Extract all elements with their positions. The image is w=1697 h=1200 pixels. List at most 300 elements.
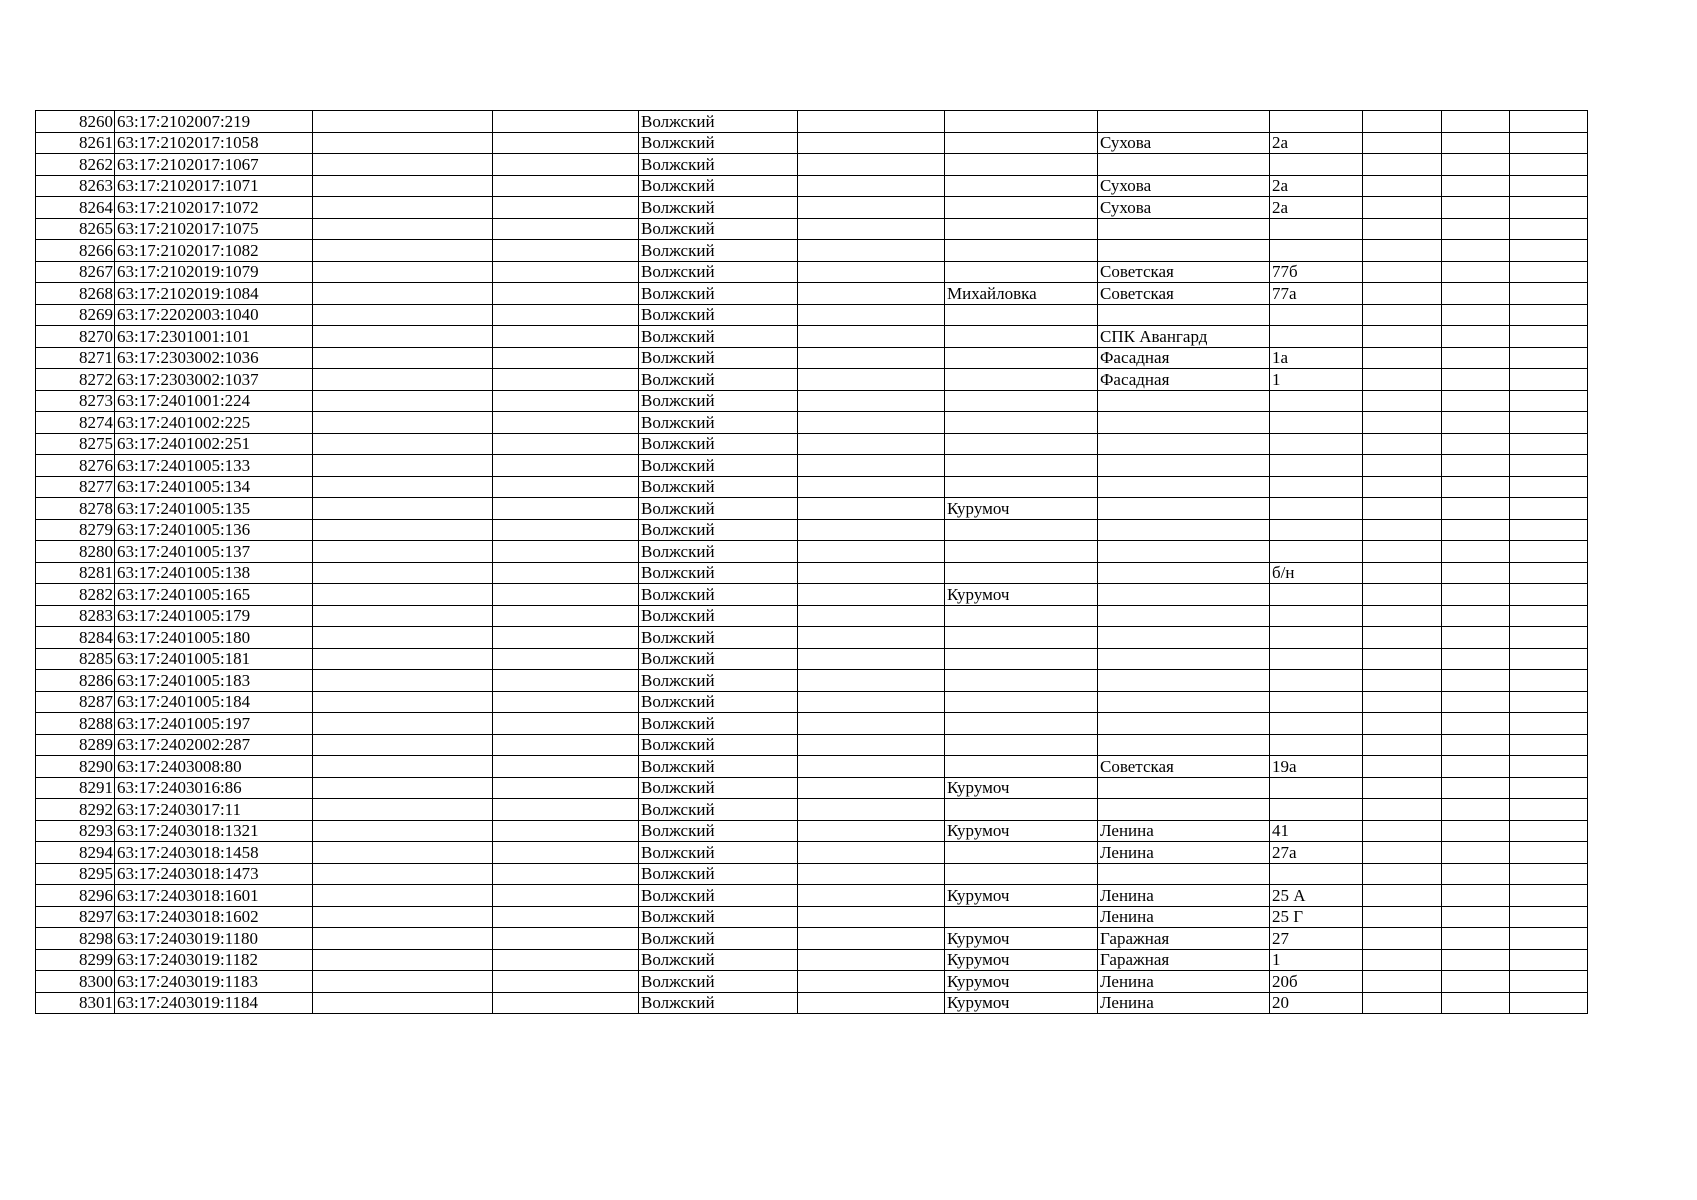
empty-cell-12 <box>1510 777 1588 799</box>
table-row <box>36 799 1588 821</box>
district-cell: Волжский <box>639 885 798 907</box>
empty-cell-6 <box>798 261 945 283</box>
empty-cell-4 <box>493 906 639 928</box>
empty-cell-6 <box>798 562 945 584</box>
empty-cell-12 <box>1510 175 1588 197</box>
empty-cell-10 <box>1363 218 1442 240</box>
street-cell <box>1098 304 1270 326</box>
locality-cell <box>945 648 1098 670</box>
empty-cell-11 <box>1442 885 1510 907</box>
row-number-cell: 8294 <box>36 842 115 864</box>
district-cell: Волжский <box>639 197 798 219</box>
table-row <box>36 261 1588 283</box>
table-row <box>36 412 1588 434</box>
row-number-cell: 8262 <box>36 154 115 176</box>
district-cell: Волжский <box>639 154 798 176</box>
table-row <box>36 992 1588 1014</box>
empty-cell-10 <box>1363 756 1442 778</box>
district-cell: Волжский <box>639 498 798 520</box>
empty-cell-10 <box>1363 648 1442 670</box>
locality-cell <box>945 347 1098 369</box>
empty-cell-4 <box>493 197 639 219</box>
empty-cell-3 <box>313 433 493 455</box>
table-row <box>36 885 1588 907</box>
row-number-cell: 8285 <box>36 648 115 670</box>
empty-cell-6 <box>798 863 945 885</box>
locality-cell <box>945 197 1098 219</box>
empty-cell-10 <box>1363 734 1442 756</box>
cadastral-number-cell: 63:17:2401005:183 <box>115 670 313 692</box>
street-cell <box>1098 863 1270 885</box>
empty-cell-3 <box>313 541 493 563</box>
cadastral-number-cell: 63:17:2403017:11 <box>115 799 313 821</box>
street-cell: Ленина <box>1098 906 1270 928</box>
locality-cell: Курумоч <box>945 971 1098 993</box>
empty-cell-3 <box>313 777 493 799</box>
house-number-cell: 27а <box>1270 842 1363 864</box>
empty-cell-4 <box>493 498 639 520</box>
empty-cell-10 <box>1363 584 1442 606</box>
empty-cell-12 <box>1510 433 1588 455</box>
empty-cell-10 <box>1363 390 1442 412</box>
empty-cell-12 <box>1510 132 1588 154</box>
cadastral-number-cell: 63:17:2401005:136 <box>115 519 313 541</box>
empty-cell-3 <box>313 347 493 369</box>
house-number-cell: 20 <box>1270 992 1363 1014</box>
row-number-cell: 8273 <box>36 390 115 412</box>
empty-cell-10 <box>1363 326 1442 348</box>
locality-cell <box>945 261 1098 283</box>
empty-cell-3 <box>313 670 493 692</box>
street-cell: Советская <box>1098 261 1270 283</box>
empty-cell-12 <box>1510 390 1588 412</box>
empty-cell-4 <box>493 326 639 348</box>
house-number-cell <box>1270 218 1363 240</box>
table-row <box>36 820 1588 842</box>
district-cell: Волжский <box>639 218 798 240</box>
cadastral-number-cell: 63:17:2301001:101 <box>115 326 313 348</box>
row-number-cell: 8274 <box>36 412 115 434</box>
empty-cell-12 <box>1510 498 1588 520</box>
empty-cell-4 <box>493 971 639 993</box>
cadastral-number-cell: 63:17:2401002:225 <box>115 412 313 434</box>
row-number-cell: 8269 <box>36 304 115 326</box>
empty-cell-6 <box>798 498 945 520</box>
street-cell <box>1098 433 1270 455</box>
district-cell: Волжский <box>639 992 798 1014</box>
row-number-cell: 8272 <box>36 369 115 391</box>
cadastral-number-cell: 63:17:2403016:86 <box>115 777 313 799</box>
cadastral-number-cell: 63:17:2403018:1602 <box>115 906 313 928</box>
empty-cell-11 <box>1442 240 1510 262</box>
house-number-cell: 1 <box>1270 369 1363 391</box>
locality-cell <box>945 734 1098 756</box>
row-number-cell: 8266 <box>36 240 115 262</box>
empty-cell-6 <box>798 132 945 154</box>
house-number-cell: 19а <box>1270 756 1363 778</box>
empty-cell-10 <box>1363 605 1442 627</box>
empty-cell-4 <box>493 863 639 885</box>
empty-cell-10 <box>1363 283 1442 305</box>
empty-cell-11 <box>1442 777 1510 799</box>
district-cell: Волжский <box>639 240 798 262</box>
empty-cell-11 <box>1442 842 1510 864</box>
district-cell: Волжский <box>639 261 798 283</box>
table-row <box>36 197 1588 219</box>
cadastral-number-cell: 63:17:2401005:135 <box>115 498 313 520</box>
empty-cell-10 <box>1363 863 1442 885</box>
locality-cell <box>945 799 1098 821</box>
row-number-cell: 8293 <box>36 820 115 842</box>
empty-cell-4 <box>493 154 639 176</box>
cadastral-number-cell: 63:17:2401005:134 <box>115 476 313 498</box>
empty-cell-11 <box>1442 734 1510 756</box>
table-body <box>36 111 1588 1014</box>
table-row <box>36 691 1588 713</box>
empty-cell-11 <box>1442 949 1510 971</box>
table-row <box>36 154 1588 176</box>
empty-cell-10 <box>1363 562 1442 584</box>
cadastral-number-cell: 63:17:2202003:1040 <box>115 304 313 326</box>
district-cell: Волжский <box>639 691 798 713</box>
locality-cell <box>945 369 1098 391</box>
street-cell <box>1098 498 1270 520</box>
table-row <box>36 971 1588 993</box>
street-cell <box>1098 541 1270 563</box>
cadastral-number-cell: 63:17:2401005:165 <box>115 584 313 606</box>
district-cell: Волжский <box>639 949 798 971</box>
locality-cell <box>945 756 1098 778</box>
table-row <box>36 455 1588 477</box>
district-cell: Волжский <box>639 584 798 606</box>
empty-cell-11 <box>1442 799 1510 821</box>
empty-cell-11 <box>1442 605 1510 627</box>
house-number-cell: 25 А <box>1270 885 1363 907</box>
row-number-cell: 8301 <box>36 992 115 1014</box>
empty-cell-3 <box>313 412 493 434</box>
empty-cell-12 <box>1510 584 1588 606</box>
street-cell <box>1098 240 1270 262</box>
row-number-cell: 8295 <box>36 863 115 885</box>
cadastral-number-cell: 63:17:2403018:1458 <box>115 842 313 864</box>
row-number-cell: 8283 <box>36 605 115 627</box>
empty-cell-6 <box>798 971 945 993</box>
row-number-cell: 8276 <box>36 455 115 477</box>
cadastral-number-cell: 63:17:2401005:179 <box>115 605 313 627</box>
empty-cell-10 <box>1363 154 1442 176</box>
locality-cell <box>945 132 1098 154</box>
cadastral-number-cell: 63:17:2403019:1184 <box>115 992 313 1014</box>
empty-cell-3 <box>313 455 493 477</box>
empty-cell-11 <box>1442 218 1510 240</box>
empty-cell-3 <box>313 734 493 756</box>
street-cell: Гаражная <box>1098 949 1270 971</box>
locality-cell <box>945 433 1098 455</box>
empty-cell-11 <box>1442 713 1510 735</box>
empty-cell-3 <box>313 906 493 928</box>
locality-cell: Курумоч <box>945 928 1098 950</box>
table-row <box>36 369 1588 391</box>
row-number-cell: 8284 <box>36 627 115 649</box>
cadastral-number-cell: 63:17:2403008:80 <box>115 756 313 778</box>
district-cell: Волжский <box>639 713 798 735</box>
empty-cell-12 <box>1510 820 1588 842</box>
empty-cell-6 <box>798 949 945 971</box>
row-number-cell: 8287 <box>36 691 115 713</box>
empty-cell-6 <box>798 777 945 799</box>
house-number-cell: 20б <box>1270 971 1363 993</box>
empty-cell-12 <box>1510 326 1588 348</box>
row-number-cell: 8267 <box>36 261 115 283</box>
district-cell: Волжский <box>639 605 798 627</box>
row-number-cell: 8281 <box>36 562 115 584</box>
empty-cell-6 <box>798 283 945 305</box>
table-row <box>36 756 1588 778</box>
empty-cell-3 <box>313 218 493 240</box>
empty-cell-11 <box>1442 304 1510 326</box>
district-cell: Волжский <box>639 971 798 993</box>
empty-cell-6 <box>798 476 945 498</box>
empty-cell-3 <box>313 261 493 283</box>
empty-cell-3 <box>313 283 493 305</box>
empty-cell-11 <box>1442 992 1510 1014</box>
street-cell: Ленина <box>1098 885 1270 907</box>
empty-cell-10 <box>1363 627 1442 649</box>
empty-cell-12 <box>1510 347 1588 369</box>
locality-cell: Курумоч <box>945 498 1098 520</box>
street-cell: Сухова <box>1098 175 1270 197</box>
empty-cell-10 <box>1363 132 1442 154</box>
empty-cell-11 <box>1442 390 1510 412</box>
empty-cell-6 <box>798 992 945 1014</box>
empty-cell-4 <box>493 799 639 821</box>
empty-cell-12 <box>1510 605 1588 627</box>
empty-cell-4 <box>493 670 639 692</box>
empty-cell-6 <box>798 734 945 756</box>
empty-cell-12 <box>1510 863 1588 885</box>
cadastral-number-cell: 63:17:2401005:180 <box>115 627 313 649</box>
empty-cell-12 <box>1510 992 1588 1014</box>
district-cell: Волжский <box>639 562 798 584</box>
row-number-cell: 8261 <box>36 132 115 154</box>
house-number-cell: 2а <box>1270 197 1363 219</box>
empty-cell-10 <box>1363 541 1442 563</box>
empty-cell-11 <box>1442 326 1510 348</box>
house-number-cell <box>1270 326 1363 348</box>
empty-cell-12 <box>1510 928 1588 950</box>
empty-cell-3 <box>313 992 493 1014</box>
locality-cell <box>945 476 1098 498</box>
empty-cell-3 <box>313 949 493 971</box>
empty-cell-11 <box>1442 261 1510 283</box>
locality-cell <box>945 541 1098 563</box>
empty-cell-12 <box>1510 154 1588 176</box>
cadastral-number-cell: 63:17:2403018:1473 <box>115 863 313 885</box>
row-number-cell: 8263 <box>36 175 115 197</box>
table-row <box>36 562 1588 584</box>
empty-cell-3 <box>313 863 493 885</box>
empty-cell-4 <box>493 605 639 627</box>
empty-cell-10 <box>1363 476 1442 498</box>
empty-cell-6 <box>798 842 945 864</box>
empty-cell-6 <box>798 412 945 434</box>
house-number-cell <box>1270 863 1363 885</box>
table-row <box>36 777 1588 799</box>
empty-cell-10 <box>1363 197 1442 219</box>
street-cell: Ленина <box>1098 842 1270 864</box>
empty-cell-10 <box>1363 304 1442 326</box>
empty-cell-11 <box>1442 476 1510 498</box>
row-number-cell: 8290 <box>36 756 115 778</box>
empty-cell-3 <box>313 175 493 197</box>
district-cell: Волжский <box>639 304 798 326</box>
house-number-cell <box>1270 154 1363 176</box>
empty-cell-6 <box>798 218 945 240</box>
house-number-cell <box>1270 627 1363 649</box>
empty-cell-4 <box>493 240 639 262</box>
cadastral-number-cell: 63:17:2102019:1084 <box>115 283 313 305</box>
locality-cell <box>945 842 1098 864</box>
empty-cell-4 <box>493 777 639 799</box>
cadastral-number-cell: 63:17:2403019:1180 <box>115 928 313 950</box>
empty-cell-3 <box>313 713 493 735</box>
table-row <box>36 519 1588 541</box>
district-cell: Волжский <box>639 734 798 756</box>
empty-cell-6 <box>798 691 945 713</box>
empty-cell-11 <box>1442 971 1510 993</box>
street-cell: Советская <box>1098 756 1270 778</box>
street-cell: Гаражная <box>1098 928 1270 950</box>
cadastral-number-cell: 63:17:2102019:1079 <box>115 261 313 283</box>
district-cell: Волжский <box>639 175 798 197</box>
cadastral-number-cell: 63:17:2401005:138 <box>115 562 313 584</box>
empty-cell-3 <box>313 648 493 670</box>
empty-cell-11 <box>1442 691 1510 713</box>
row-number-cell: 8292 <box>36 799 115 821</box>
empty-cell-10 <box>1363 820 1442 842</box>
locality-cell: Курумоч <box>945 584 1098 606</box>
empty-cell-3 <box>313 928 493 950</box>
empty-cell-6 <box>798 670 945 692</box>
table-row <box>36 541 1588 563</box>
locality-cell <box>945 111 1098 133</box>
empty-cell-4 <box>493 820 639 842</box>
cadastral-number-cell: 63:17:2401005:184 <box>115 691 313 713</box>
row-number-cell: 8288 <box>36 713 115 735</box>
empty-cell-10 <box>1363 885 1442 907</box>
empty-cell-12 <box>1510 670 1588 692</box>
house-number-cell <box>1270 240 1363 262</box>
empty-cell-10 <box>1363 433 1442 455</box>
empty-cell-11 <box>1442 111 1510 133</box>
empty-cell-12 <box>1510 885 1588 907</box>
empty-cell-3 <box>313 820 493 842</box>
house-number-cell: 2а <box>1270 175 1363 197</box>
empty-cell-3 <box>313 369 493 391</box>
empty-cell-6 <box>798 541 945 563</box>
empty-cell-3 <box>313 498 493 520</box>
empty-cell-12 <box>1510 111 1588 133</box>
street-cell <box>1098 648 1270 670</box>
empty-cell-6 <box>798 713 945 735</box>
empty-cell-12 <box>1510 455 1588 477</box>
house-number-cell <box>1270 111 1363 133</box>
empty-cell-4 <box>493 734 639 756</box>
empty-cell-6 <box>798 928 945 950</box>
empty-cell-3 <box>313 799 493 821</box>
empty-cell-4 <box>493 756 639 778</box>
table-row <box>36 326 1588 348</box>
empty-cell-11 <box>1442 347 1510 369</box>
empty-cell-12 <box>1510 476 1588 498</box>
locality-cell <box>945 326 1098 348</box>
empty-cell-11 <box>1442 648 1510 670</box>
district-cell: Волжский <box>639 820 798 842</box>
street-cell <box>1098 691 1270 713</box>
row-number-cell: 8271 <box>36 347 115 369</box>
street-cell <box>1098 562 1270 584</box>
district-cell: Волжский <box>639 132 798 154</box>
empty-cell-12 <box>1510 971 1588 993</box>
row-number-cell: 8289 <box>36 734 115 756</box>
empty-cell-10 <box>1363 455 1442 477</box>
table-row <box>36 498 1588 520</box>
locality-cell <box>945 562 1098 584</box>
empty-cell-4 <box>493 261 639 283</box>
locality-cell <box>945 218 1098 240</box>
street-cell <box>1098 390 1270 412</box>
row-number-cell: 8277 <box>36 476 115 498</box>
empty-cell-12 <box>1510 648 1588 670</box>
empty-cell-3 <box>313 842 493 864</box>
table-row <box>36 906 1588 928</box>
district-cell: Волжский <box>639 756 798 778</box>
empty-cell-3 <box>313 240 493 262</box>
empty-cell-10 <box>1363 842 1442 864</box>
row-number-cell: 8297 <box>36 906 115 928</box>
empty-cell-6 <box>798 326 945 348</box>
empty-cell-3 <box>313 627 493 649</box>
empty-cell-4 <box>493 648 639 670</box>
row-number-cell: 8278 <box>36 498 115 520</box>
district-cell: Волжский <box>639 326 798 348</box>
empty-cell-4 <box>493 584 639 606</box>
row-number-cell: 8265 <box>36 218 115 240</box>
empty-cell-6 <box>798 584 945 606</box>
empty-cell-11 <box>1442 519 1510 541</box>
street-cell <box>1098 519 1270 541</box>
house-number-cell <box>1270 670 1363 692</box>
empty-cell-11 <box>1442 863 1510 885</box>
house-number-cell <box>1270 605 1363 627</box>
empty-cell-10 <box>1363 369 1442 391</box>
empty-cell-10 <box>1363 691 1442 713</box>
cadastral-number-cell: 63:17:2401005:197 <box>115 713 313 735</box>
empty-cell-4 <box>493 304 639 326</box>
district-cell: Волжский <box>639 541 798 563</box>
empty-cell-11 <box>1442 455 1510 477</box>
cadastral-number-cell: 63:17:2102017:1071 <box>115 175 313 197</box>
row-number-cell: 8268 <box>36 283 115 305</box>
district-cell: Волжский <box>639 412 798 434</box>
empty-cell-12 <box>1510 304 1588 326</box>
empty-cell-11 <box>1442 433 1510 455</box>
street-cell <box>1098 218 1270 240</box>
empty-cell-12 <box>1510 369 1588 391</box>
empty-cell-3 <box>313 111 493 133</box>
district-cell: Волжский <box>639 648 798 670</box>
empty-cell-4 <box>493 111 639 133</box>
